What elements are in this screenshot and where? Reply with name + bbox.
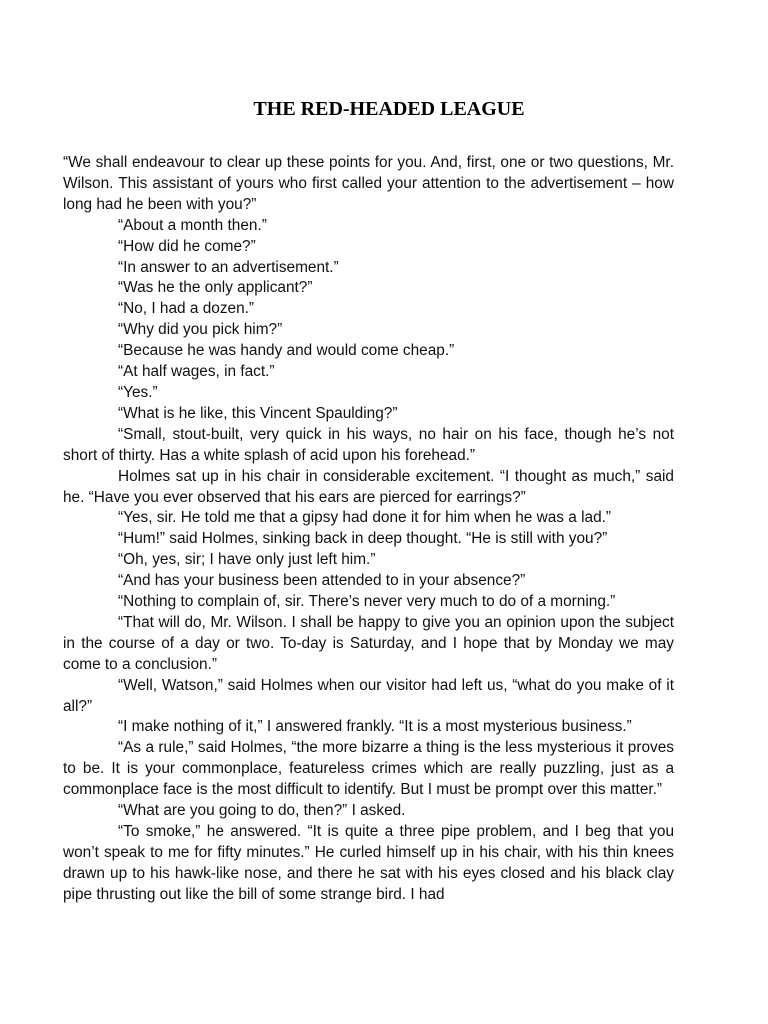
paragraph: “Yes.” bbox=[118, 383, 158, 401]
paragraph: “Was he the only applicant?” bbox=[118, 279, 313, 297]
paragraph: “About a month then.” bbox=[118, 216, 267, 234]
paragraph: “And has your business been attended to in your absence?” bbox=[118, 572, 526, 590]
document-body bbox=[63, 153, 674, 906]
paragraph: “Nothing to complain of, sir. There’s never very much to do of a morning.” bbox=[118, 593, 616, 611]
paragraph: “In answer to an advertisement.” bbox=[118, 258, 339, 276]
paragraph: “Oh, yes, sir; I have only just left him.” bbox=[118, 551, 376, 569]
page-title: THE RED-HEADED LEAGUE bbox=[253, 98, 525, 120]
paragraph: “As a rule,” said Holmes, “the more bizarre a thing is the less mysterious it proves to be. It is your commonplace, featureless crimes which are really puzzling, just as a commonplace face is the most difficult to identify. But I must be prompt over this matter.” bbox=[63, 739, 674, 799]
paragraph: “Hum!” said Holmes, sinking back in deep thought. “He is still with you?” bbox=[118, 530, 608, 548]
paragraph: “What is he like, this Vincent Spaulding?” bbox=[118, 404, 398, 422]
paragraph: “How did he come?” bbox=[118, 237, 256, 255]
paragraph: “Why did you pick him?” bbox=[118, 321, 283, 339]
paragraph: Holmes sat up in his chair in considerable excitement. “I thought as much,” said he. “Have you ever observed that his ears are pierced for earrings?” bbox=[63, 467, 674, 506]
paragraph: “Because he was handy and would come cheap.” bbox=[118, 342, 455, 360]
paragraph: “We shall endeavour to clear up these points for you. And, first, one or two questions, Mr. Wilson. This assistant of yours who first called your attention to the advertisement – how long had he been with you?” bbox=[63, 154, 674, 213]
paragraph: “That will do, Mr. Wilson. I shall be happy to give you an opinion upon the subject in the course of a day or two. To-day is Saturday, and I hope that by Monday we may come to a conclusion.” bbox=[63, 613, 674, 673]
paragraph: “Small, stout-built, very quick in his ways, no hair on his face, though he’s not short of thirty. Has a white splash of acid upon his forehead.” bbox=[63, 425, 674, 464]
paragraph: “I make nothing of it,” I answered frankly. “It is a most mysterious business.” bbox=[118, 718, 632, 736]
paragraph: “Well, Watson,” said Holmes when our visitor had left us, “what do you make of it all?” bbox=[63, 676, 674, 715]
paragraph: “No, I had a dozen.” bbox=[118, 300, 255, 318]
paragraph: “To smoke,” he answered. “It is quite a three pipe problem, and I beg that you won’t speak to me for fifty minutes.” He curled himself up in his chair, with his thin knees drawn up to his hawk-like nose, and there he sat with his eyes closed and his black clay pipe thrusting out like the bill of some strange bird. I had bbox=[63, 823, 674, 903]
paragraph: “Yes, sir. He told me that a gipsy had done it for him when he was a lad.” bbox=[118, 509, 612, 527]
paragraph: “At half wages, in fact.” bbox=[118, 363, 275, 381]
paragraph: “What are you going to do, then?” I asked. bbox=[118, 802, 406, 820]
